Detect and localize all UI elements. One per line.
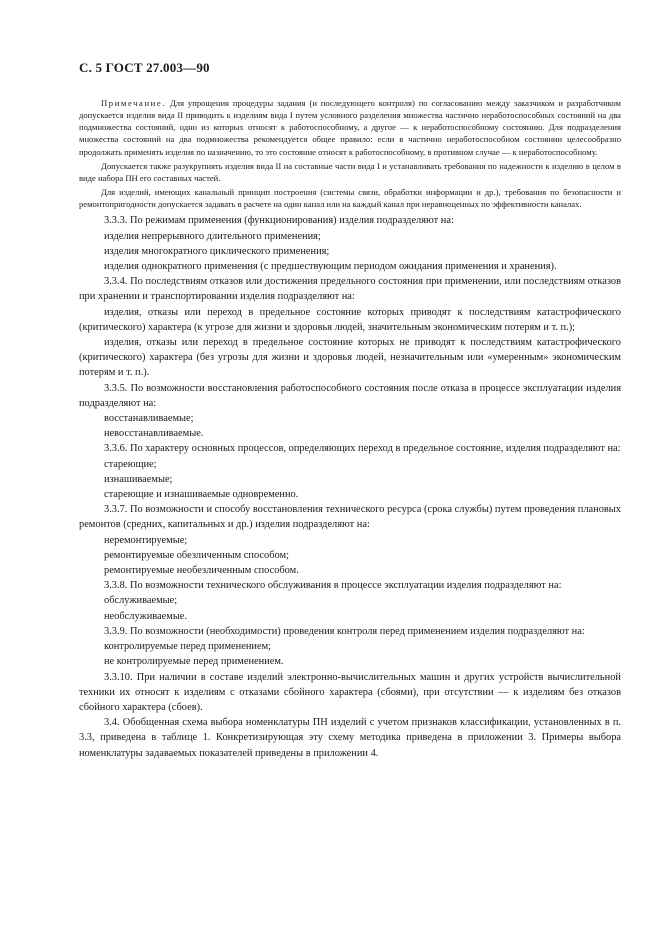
main-text (79, 213, 621, 760)
body-paragraph: изделия, отказы или переход в предельное состояние которых приводят к последствиям катастрофического (критического) характера (к угрозе для жизни и здоровья людей, значительным экономическим потерям и т. п.); (79, 306, 621, 333)
list-item: необслуживаемые. (104, 610, 188, 622)
list-item: ремонтируемые обезличенным способом; (104, 549, 289, 561)
note-paragraph (79, 97, 621, 158)
page-header: С. 5 ГОСТ 27.003—90 (79, 60, 210, 75)
body-paragraph: 3.3.4. По последствиям отказов или достижения предельного состояния при применении, или последствиям отказов при хранении и транспортировании изделия подразделяют на: (79, 276, 621, 303)
body-paragraph: 3.3.6. По характеру основных процессов, определяющих переход в предельное состояние, изделия подразделяют на: (104, 443, 621, 455)
body-paragraph: 3.3.10. При наличии в составе изделий электронно-вычислительных машин и других устройств вычислительной техники их относят к изделиям с отказами сбойного характера (сбоями), при отсутствии — к изделиям без отказов сбойного характера (сбоев). (79, 671, 621, 713)
list-item: ремонтируемые необезличенным способом. (104, 565, 299, 577)
list-item: контролируемые перед применением; (104, 641, 272, 653)
note-paragraph (79, 160, 621, 184)
body-paragraph: 3.3.9. По возможности (необходимости) проведения контроля перед применением изделия подразделяют на: (104, 625, 585, 637)
list-item: обслуживаемые; (104, 595, 178, 607)
body-paragraph: 3.3.8. По возможности технического обслуживания в процессе эксплуатации изделия подразделяют на: (104, 580, 562, 592)
body-paragraph: 3.3.5. По возможности восстановления работоспособного состояния после отказа в процессе эксплуатации изделия подразделяют на: (79, 382, 621, 409)
body-paragraph: 3.4. Обобщенная схема выбора номенклатуры ПН изделий с учетом признаков классификации, установленных в п. 3.3, приведена в таблице 1. Конкретизирующая эту схему методика приведена в приложении 3. Примеры выбора номенклатуры задаваемых показателей приведены в приложении 4. (79, 717, 621, 759)
note-text: Для упрощения процедуры задания (и последующего контроля) по согласованию между заказчиком и разработчиком допускается изделия вида II приводить к изделиям вида I путем условного разделения множества частично неработоспособных состояний на два подмножества состояний, одно из которых относят к работоспособному, а другое — к неработоспособному состоянию. Для подразделения множества состояний на два подмножества рекомендуется общее правило: если в частично неработоспособном состоянии целесообразно продолжать применять изделия по назначению, то это состояние относят к работоспособному, в противном случае — к неработоспособному. (79, 98, 621, 157)
list-item: изнашиваемые; (104, 473, 173, 485)
list-item: не контролируемые перед применением. (104, 656, 284, 668)
list-item: восстанавливаемые; (104, 413, 194, 425)
note-text: Для изделий, имеющих канальный принцип построения (системы связи, обработки информации и др.), требования по безопасности и ремонтопригодности допускается задавать в расчете на один канал или на каждый канал при неравноценных по эффективности каналах. (79, 187, 621, 210)
body-paragraph: изделия однократного применения (с предшествующим периодом ожидания применения и хранения). (104, 261, 557, 273)
note-text: Допускается также разукрупнять изделия вида II на составные части вида I и устанавливать требования по надежности к изделию в целом в виде набора ПН его составных частей. (79, 160, 621, 183)
note-paragraph (79, 186, 621, 210)
note-lead: Примечание. (101, 98, 167, 108)
list-item: неремонтируемые; (104, 534, 188, 546)
list-item: изделия непрерывного длительного применения; (104, 230, 321, 242)
body-paragraph: 3.3.7. По возможности и способу восстановления технического ресурса (срока службы) путем проведения плановых ремонтов (средних, капитальных и др.) изделия подразделяют на: (79, 504, 621, 531)
list-item: стареющие; (104, 458, 157, 470)
body-paragraph: 3.3.3. По режимам применения (функционирования) изделия подразделяют на: (104, 215, 454, 227)
list-item: невосстанавливаемые. (104, 428, 204, 440)
list-item: изделия многократного циклического применения; (104, 245, 330, 257)
note-block (79, 97, 621, 210)
body-paragraph: изделия, отказы или переход в предельное состояние которых не приводят к последствиям катастрофического (критического) характера (без угрозы для жизни и здоровья людей, незначительным или «умеренным» экономическим потерям и т. п.). (79, 337, 621, 379)
list-item: стареющие и изнашиваемые одновременно. (104, 489, 299, 501)
